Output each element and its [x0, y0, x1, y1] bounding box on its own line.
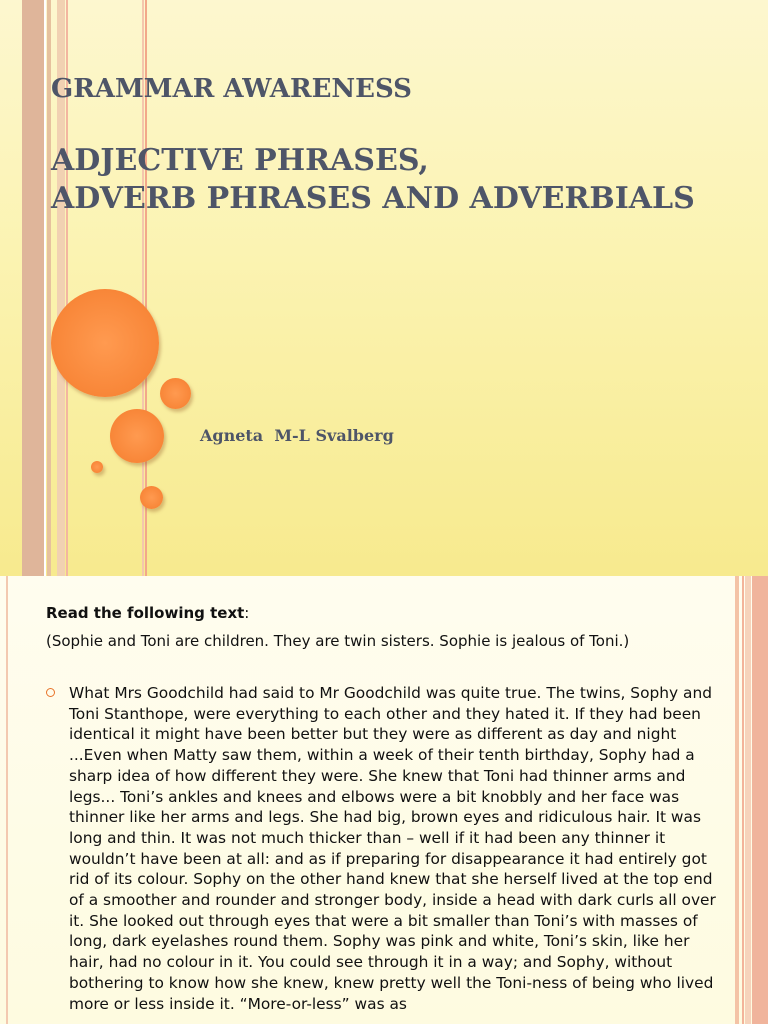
reading-instruction-colon: : [244, 604, 250, 622]
context-note: (Sophie and Toni are children. They are twin sisters. Sophie is jealous of Toni.) [46, 632, 630, 650]
decorative-circle-tiny [91, 461, 103, 473]
decorative-stripe [752, 576, 768, 1024]
slide-title-line-2: ADVERB PHRASES AND ADVERBIALS [51, 181, 695, 216]
decorative-circle-large [51, 289, 159, 397]
decorative-circle-small [160, 378, 191, 409]
decorative-stripe [44, 0, 46, 576]
author-name: Agneta M-L Svalberg [200, 426, 394, 445]
slide-heading-grammar-awareness: GRAMMAR AWARENESS [51, 74, 412, 104]
reading-instruction-bold: Read the following text [46, 604, 245, 622]
decorative-stripe [22, 0, 44, 576]
decorative-circle-medium [110, 409, 164, 463]
slide-title-line-1: ADJECTIVE PHRASES, [51, 143, 429, 178]
decorative-stripe [735, 576, 739, 1024]
decorative-stripe [6, 576, 8, 1024]
decorative-stripe [745, 576, 751, 1024]
circle-outline-bullet-icon [46, 688, 55, 697]
reading-slide [0, 576, 768, 1024]
decorative-stripe [742, 576, 744, 1024]
reading-instruction [46, 604, 249, 622]
decorative-circle-small [140, 486, 163, 509]
reading-passage: What Mrs Goodchild had said to Mr Goodchild was quite true. The twins, Sophy and Toni Stanthope, were everything to each other and they hated it. If they had been identical it might have been better but they were as different as day and night ...Even when Matty saw them, within a week of their tenth birthday, Sophy had a sharp idea of how different they were. She knew that Toni had thinner arms and legs... Toni’s ankles and knees and elbows were a bit knobbly and her face was thinner like her arms and legs. She had big, brown eyes and ridiculous hair. It was long and thin. It was not much thicker than – well if it had been any thinner it wouldn’t have been at all: and as if preparing for disappearance it had entirely got rid of its colour. Sophy on the other hand knew that she herself lived at the top end of a smoother and rounder and stronger body, inside a head with dark curls all over it. She looked out through eyes that were a bit smaller than Toni’s with masses of long, dark eyelashes round them. Sophy was pink and white, Toni’s skin, like her hair, had no colour in it. You could see through it in a way; and Sophy, without bothering to know how she knew, knew pretty well the Toni-ness of being who lived more or less inside it. “More-or-less” was as [69, 684, 716, 1013]
